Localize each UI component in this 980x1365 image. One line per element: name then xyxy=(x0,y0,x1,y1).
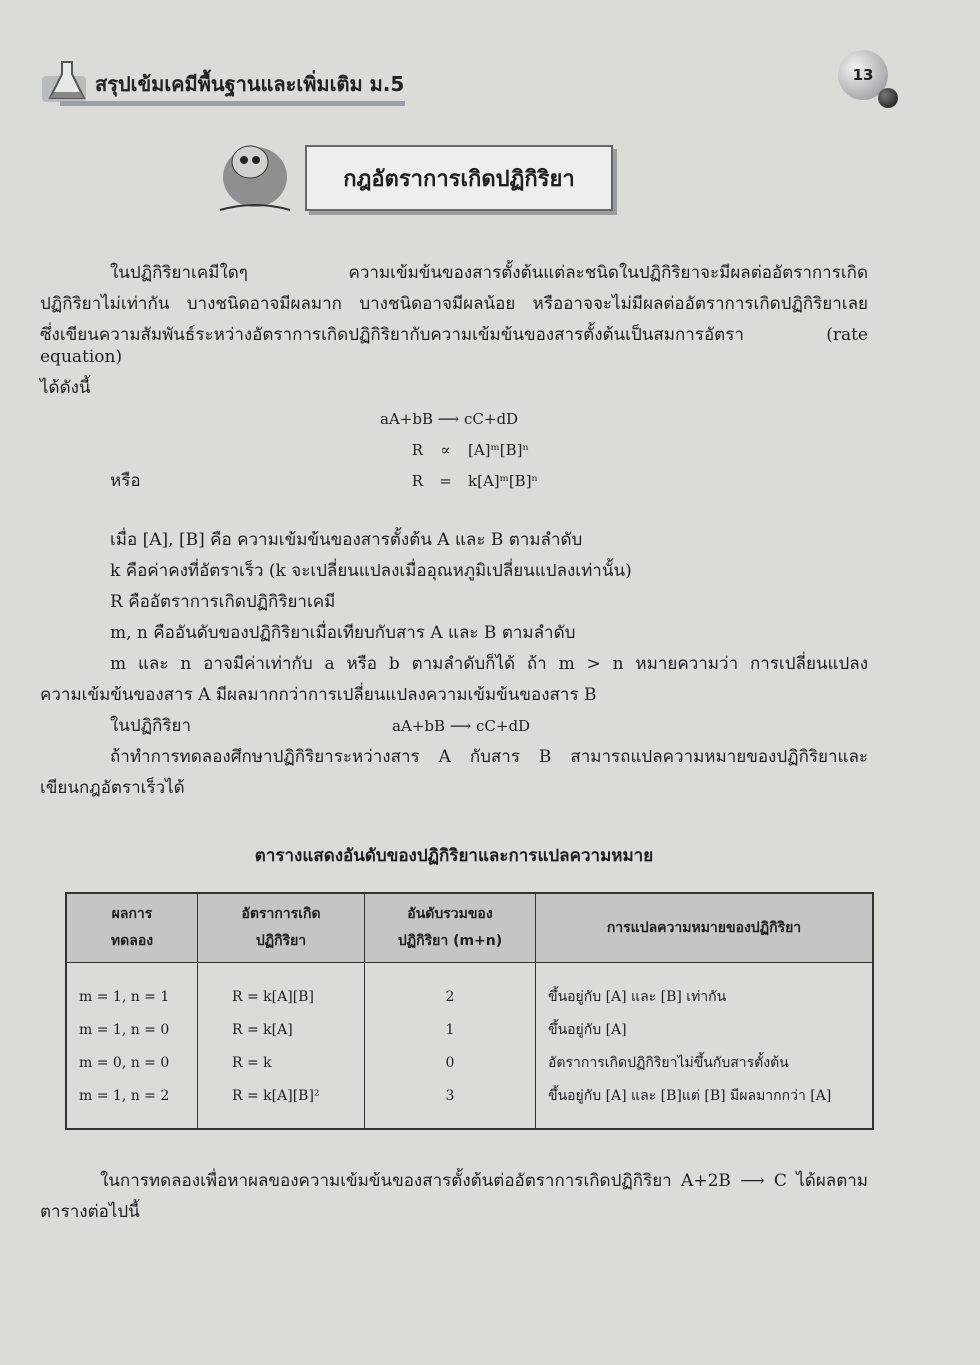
rate-equation-right: k[A]ᵐ[B]ⁿ xyxy=(468,472,539,490)
experiment-line: ถ้าทำการทดลองศึกษาปฏิกิริยาระหว่างสาร A กับสาร B สามารถแปลความหมายของปฏิกิริยาและ xyxy=(110,747,868,767)
rate-equation-left: R xyxy=(411,472,423,490)
header-order: อันดับรวมของ ปฏิกิริยา (m+n) xyxy=(365,893,536,963)
table-cell: m = 1, n = 2 xyxy=(66,1080,198,1129)
table-row xyxy=(66,1014,873,1047)
table-cell: ขึ้นอยู่กับ [A] xyxy=(536,1014,874,1047)
proportional-symbol: ∝ xyxy=(440,441,451,459)
table-cell: 3 xyxy=(365,1080,536,1129)
table-cell: ขึ้นอยู่กับ [A] และ [B] เท่ากัน xyxy=(536,963,874,1015)
definition-line: m และ n อาจมีค่าเท่ากับ a หรือ b ตามลำดับก็ได้ ถ้า m > n หมายความว่า การเปลี่ยนแปลง xyxy=(110,654,868,674)
reaction-inline-row xyxy=(40,711,868,742)
table-cell: R = k[A][B]² xyxy=(198,1080,365,1129)
table-cell: m = 0, n = 0 xyxy=(66,1047,198,1080)
closing-line: ในการทดลองเพื่อหาผลของความเข้มข้นของสารตั้งต้นต่ออัตราการเกิดปฏิกิริยา A+2B ⟶ C ได้ผลตาม xyxy=(100,1171,868,1191)
table-cell: 2 xyxy=(365,963,536,1015)
definition-line: ความเข้มข้นของสาร A มีผลมากกว่าการเปลี่ยนแปลงความเข้มข้นของสาร B xyxy=(40,685,597,705)
proportional-row xyxy=(40,435,868,466)
header-result: ผลการ ทดลอง xyxy=(66,893,198,963)
header-meaning: การแปลความหมายของปฏิกิริยา xyxy=(536,893,874,963)
proportional-left: R xyxy=(411,441,423,459)
table-cell: R = k xyxy=(198,1047,365,1080)
table-header-row xyxy=(66,893,873,963)
table-cell: R = k[A] xyxy=(198,1014,365,1047)
reaction-row xyxy=(40,404,868,435)
table-cell: m = 1, n = 1 xyxy=(66,963,198,1015)
reaction-label: ในปฏิกิริยา xyxy=(110,716,192,736)
or-label: หรือ xyxy=(110,471,141,491)
page-body xyxy=(40,0,868,1268)
table-cell: อัตราการเกิดปฏิกิริยาไม่ขึ้นกับสารตั้งต้น xyxy=(536,1047,874,1080)
table-cell: 1 xyxy=(365,1014,536,1047)
table-row xyxy=(66,963,873,1015)
intro-line: ปฏิกิริยาไม่เท่ากัน บางชนิดอาจมีผลมาก บางชนิดอาจมีผลน้อย หรืออาจจะไม่มีผลต่ออัตราการเกิดปฏิกิริยาเลย xyxy=(40,294,868,314)
reaction-equation: aA+bB ⟶ cC+dD xyxy=(380,410,519,428)
section-title: กฎอัตราการเกิดปฏิกิริยา xyxy=(305,145,613,211)
proportional-right: [A]ᵐ[B]ⁿ xyxy=(468,441,529,459)
reaction-order-table xyxy=(65,892,874,1130)
definition-line: m, n คืออันดับของปฏิกิริยาเมื่อเทียบกับสาร A และ B ตามลำดับ xyxy=(110,623,576,643)
header-rate: อัตราการเกิด ปฏิกิริยา xyxy=(198,893,365,963)
table-cell: ขึ้นอยู่กับ [A] และ [B]แต่ [B] มีผลมากกว่า [A] xyxy=(536,1080,874,1129)
table-cell: m = 1, n = 0 xyxy=(66,1014,198,1047)
table-row xyxy=(66,1047,873,1080)
table-cell: 0 xyxy=(365,1047,536,1080)
intro-line: ได้ดังนี้ xyxy=(40,378,91,398)
table-title: ตารางแสดงอันดับของปฏิกิริยาและการแปลความหมาย xyxy=(254,846,654,866)
page-number: 13 xyxy=(838,50,888,100)
definition-line: เมื่อ [A], [B] คือ ความเข้มข้นของสารตั้งต้น A และ B ตามลำดับ xyxy=(110,530,583,550)
intro-line: ในปฏิกิริยาเคมีใดๆ ความเข้มข้นของสารตั้งต้นแต่ละชนิดในปฏิกิริยาจะมีผลต่ออัตราการเกิด xyxy=(110,263,868,283)
rate-equation-row xyxy=(40,466,868,497)
closing-line: ตารางต่อไปนี้ xyxy=(40,1202,140,1222)
definition-line: k คือค่าคงที่อัตราเร็ว (k จะเปลี่ยนแปลงเมื่ออุณหภูมิเปลี่ยนแปลงเท่านั้น) xyxy=(110,561,632,581)
definition-line: R คืออัตราการเกิดปฏิกิริยาเคมี xyxy=(110,592,336,612)
book-title: สรุปเข้มเคมีพื้นฐานและเพิ่มเติม ม.5 xyxy=(95,72,405,96)
intro-line: ซึ่งเขียนความสัมพันธ์ระหว่างอัตราการเกิดปฏิกิริยากับความเข้มข้นของสารตั้งต้นเป็นสมการอัตรา (rate equation) xyxy=(40,325,868,367)
experiment-line: เขียนกฎอัตราเร็วได้ xyxy=(40,778,185,798)
rate-equation-symbol: = xyxy=(439,472,452,490)
reaction-equation-inline: aA+bB ⟶ cC+dD xyxy=(392,717,531,735)
molecule-ball-icon xyxy=(878,88,898,108)
table-row xyxy=(66,1080,873,1129)
table-cell: R = k[A][B] xyxy=(198,963,365,1015)
